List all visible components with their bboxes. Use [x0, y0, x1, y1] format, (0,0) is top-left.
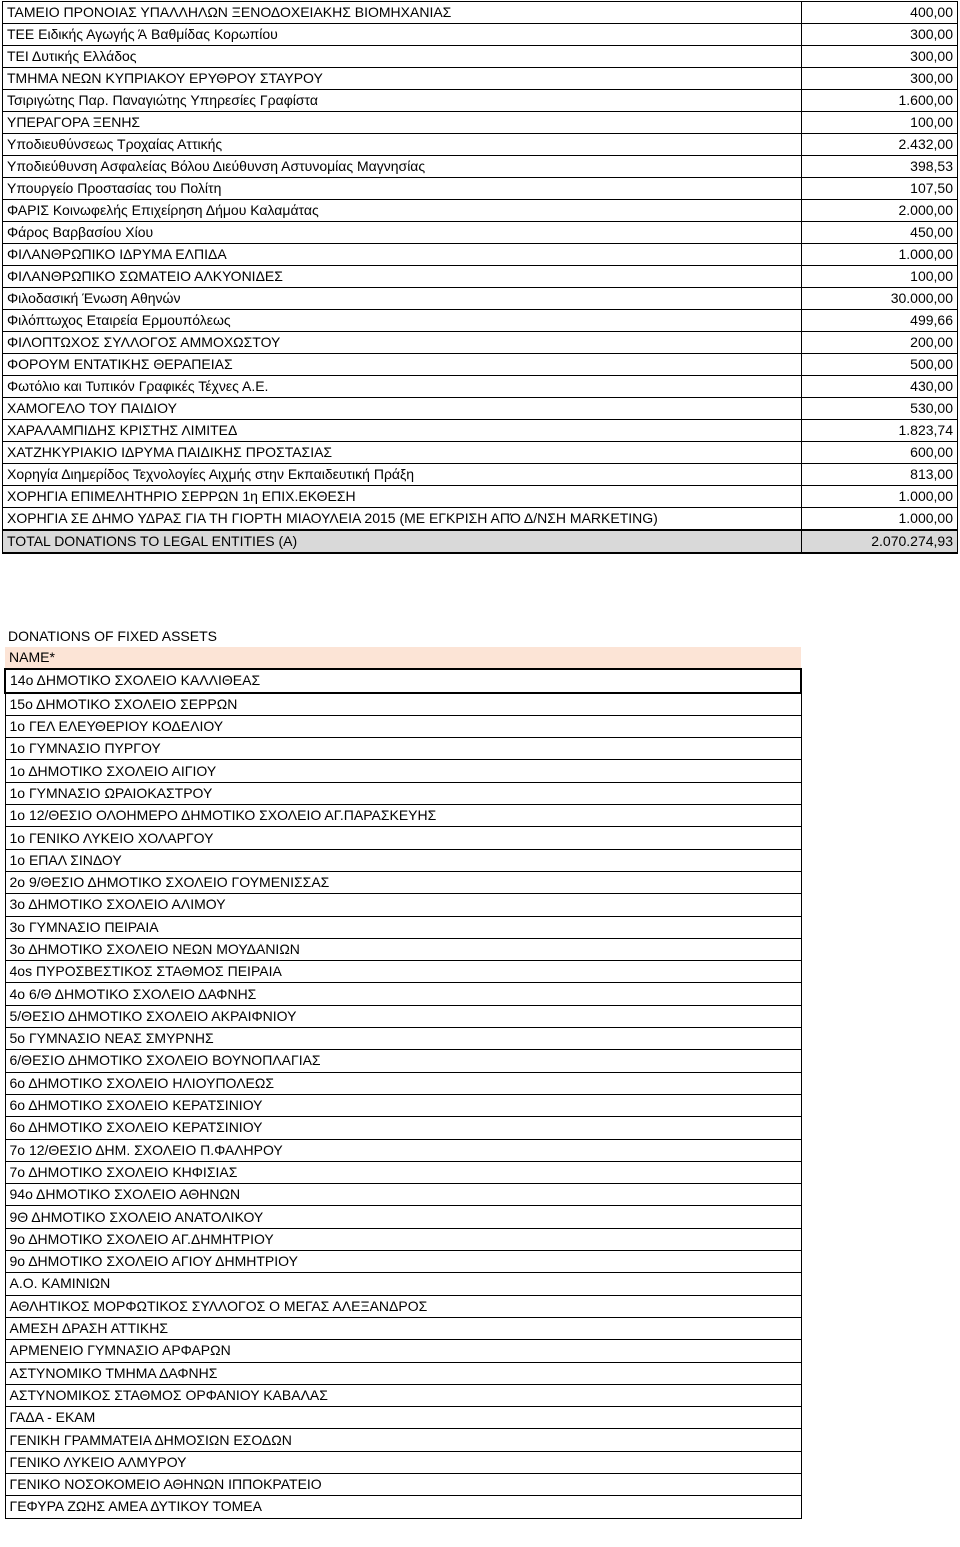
table-row: [3, 68, 958, 90]
donation-amount: 430,00: [802, 376, 958, 398]
list-item: [5, 1295, 801, 1317]
table-row: [3, 24, 958, 46]
recipient-name: 1ο ΔΗΜΟΤΙΚΟ ΣΧΟΛΕΙΟ ΑΙΓΙΟΥ: [5, 760, 801, 782]
donation-amount: 600,00: [802, 442, 958, 464]
recipient-name: ΓΕΝΙΚΟ ΛΥΚΕΙΟ ΑΛΜΥΡΟΥ: [5, 1451, 801, 1473]
list-item: [5, 1251, 801, 1273]
list-item: [5, 1384, 801, 1406]
recipient-name: ΑΜΕΣΗ ΔΡΑΣΗ ΑΤΤΙΚΗΣ: [5, 1317, 801, 1339]
donation-amount: 1.000,00: [802, 508, 958, 531]
recipient-name: 1ο ΓΥΜΝΑΣΙΟ ΠΥΡΓΟΥ: [5, 738, 801, 760]
list-item: [5, 782, 801, 804]
table-row: [3, 442, 958, 464]
recipient-name: ΑΡΜΕΝΕΙΟ ΓΥΜΝΑΣΙΟ ΑΡΦΑΡΩΝ: [5, 1340, 801, 1362]
recipient-name: ΑΣΤΥΝΟΜΙΚΟ ΤΜΗΜΑ ΔΑΦΝΗΣ: [5, 1362, 801, 1384]
recipient-name: 1ο ΓΥΜΝΑΣΙΟ ΩΡΑΙΟΚΑΣΤΡΟΥ: [5, 782, 801, 804]
recipient-name: 1ο ΓΕΝΙΚΟ ΛΥΚΕΙΟ ΧΟΛΑΡΓΟΥ: [5, 827, 801, 849]
table-row: [3, 354, 958, 376]
table-row: [3, 90, 958, 112]
recipient-name: 4οs ΠΥΡΟΣΒΕΣΤΙΚΟΣ ΣΤΑΘΜΟΣ ΠΕΙΡΑΙΑ: [5, 961, 801, 983]
list-item: [5, 1028, 801, 1050]
recipient-name: 6ο ΔΗΜΟΤΙΚΟ ΣΧΟΛΕΙΟ ΚΕΡΑΤΣΙΝΙΟΥ: [5, 1117, 801, 1139]
list-item: [5, 1050, 801, 1072]
entity-name: ΤΕΕ Ειδικής Αγωγής Ά Βαθμίδας Κορωπίου: [3, 24, 802, 46]
fixed-assets-header: NAME*: [5, 647, 801, 669]
recipient-name: 3ο ΔΗΜΟΤΙΚΟ ΣΧΟΛΕΙΟ ΝΕΩΝ ΜΟΥΔΑΝΙΩΝ: [5, 938, 801, 960]
list-item: [5, 961, 801, 983]
recipient-name: 15ο ΔΗΜΟΤΙΚΟ ΣΧΟΛΕΙΟ ΣΕΡΡΩΝ: [5, 693, 801, 716]
recipient-name: 6ο ΔΗΜΟΤΙΚΟ ΣΧΟΛΕΙΟ ΗΛΙΟΥΠΟΛΕΩΣ: [5, 1072, 801, 1094]
donation-amount: 200,00: [802, 332, 958, 354]
table-row: [3, 398, 958, 420]
list-item: [5, 871, 801, 893]
recipient-name: 6ο ΔΗΜΟΤΙΚΟ ΣΧΟΛΕΙΟ ΚΕΡΑΤΣΙΝΙΟΥ: [5, 1094, 801, 1116]
list-item: [5, 1161, 801, 1183]
donation-amount: 107,50: [802, 178, 958, 200]
list-item: [5, 805, 801, 827]
entity-name: ΤΕΙ Δυτικής Ελλάδος: [3, 46, 802, 68]
table-row: [3, 222, 958, 244]
list-item: [5, 693, 801, 716]
recipient-name: ΓΑΔΑ - ΕΚΑΜ: [5, 1407, 801, 1429]
table-row: [3, 332, 958, 354]
entity-name: ΧΑΤΖΗΚΥΡΙΑΚΙΟ ΙΔΡΥΜΑ ΠΑΙΔΙΚΗΣ ΠΡΟΣΤΑΣΙΑΣ: [3, 442, 802, 464]
fixed-assets-header-row: [5, 647, 801, 669]
entity-name: ΤΑΜΕΙΟ ΠΡΟΝΟΙΑΣ ΥΠΑΛΛΗΛΩΝ ΞΕΝΟΔΟΧΕΙΑΚΗΣ ΒΙΟΜΗΧΑΝΙΑΣ: [3, 2, 802, 24]
recipient-name: ΑΣΤΥΝΟΜΙΚΟΣ ΣΤΑΘΜΟΣ ΟΡΦΑΝΙΟΥ ΚΑΒΑΛΑΣ: [5, 1384, 801, 1406]
table-row: [3, 134, 958, 156]
fixed-assets-table: [4, 647, 802, 1519]
recipient-name: 14ο ΔΗΜΟΤΙΚΟ ΣΧΟΛΕΙΟ ΚΑΛΛΙΘΕΑΣ: [5, 669, 801, 692]
donation-amount: 400,00: [802, 2, 958, 24]
donation-amount: 813,00: [802, 464, 958, 486]
recipient-name: 94ο ΔΗΜΟΤΙΚΟ ΣΧΟΛΕΙΟ ΑΘΗΝΩΝ: [5, 1184, 801, 1206]
list-item: [5, 894, 801, 916]
recipient-name: ΓΕΝΙΚΟ ΝΟΣΟΚΟΜΕΙΟ ΑΘΗΝΩΝ ΙΠΠΟΚΡΑΤΕΙΟ: [5, 1473, 801, 1495]
total-label: TOTAL DONATIONS TO LEGAL ENTITIES (A): [3, 530, 802, 553]
table-row: [3, 156, 958, 178]
donation-amount: 1.000,00: [802, 244, 958, 266]
recipient-name: 1ο ΓΕΛ ΕΛΕΥΘΕΡΙΟΥ ΚΟΔΕΛΙΟΥ: [5, 715, 801, 737]
recipient-name: Α.Ο. ΚΑΜΙΝΙΩΝ: [5, 1273, 801, 1295]
donation-amount: 300,00: [802, 24, 958, 46]
recipient-name: 7ο ΔΗΜΟΤΙΚΟ ΣΧΟΛΕΙΟ ΚΗΦΙΣΙΑΣ: [5, 1161, 801, 1183]
donation-amount: 1.823,74: [802, 420, 958, 442]
list-item: [5, 1117, 801, 1139]
recipient-name: ΑΘΛΗΤΙΚΟΣ ΜΟΡΦΩΤΙΚΟΣ ΣΥΛΛΟΓΟΣ Ο ΜΕΓΑΣ ΑΛΕΞΑΝΔΡΟΣ: [5, 1295, 801, 1317]
donation-amount: 1.600,00: [802, 90, 958, 112]
donation-amount: 530,00: [802, 398, 958, 420]
recipient-name: 9ο ΔΗΜΟΤΙΚΟ ΣΧΟΛΕΙΟ ΑΓΙΟΥ ΔΗΜΗΤΡΙΟΥ: [5, 1251, 801, 1273]
total-value: 2.070.274,93: [802, 530, 958, 553]
list-item: [5, 849, 801, 871]
table-row: [3, 310, 958, 332]
list-item: [5, 1429, 801, 1451]
entity-name: ΥΠΕΡΑΓΟΡΑ ΞΕΝΗΣ: [3, 112, 802, 134]
recipient-name: 2ο 9/ΘΕΣΙΟ ΔΗΜΟΤΙΚΟ ΣΧΟΛΕΙΟ ΓΟΥΜΕΝΙΣΣΑΣ: [5, 871, 801, 893]
donation-amount: 499,66: [802, 310, 958, 332]
entity-name: ΦΙΛΑΝΘΡΩΠΙΚΟ ΙΔΡΥΜΑ ΕΛΠΙΔΑ: [3, 244, 802, 266]
list-item: [5, 938, 801, 960]
table-row: [3, 200, 958, 222]
table-row: [3, 178, 958, 200]
table-row: [3, 376, 958, 398]
table-row: [3, 486, 958, 508]
table-row: [3, 464, 958, 486]
recipient-name: 4ο 6/Θ ΔΗΜΟΤΙΚΟ ΣΧΟΛΕΙΟ ΔΑΦΝΗΣ: [5, 983, 801, 1005]
table-row: [3, 2, 958, 24]
entity-name: Φιλοδασική Ένωση Αθηνών: [3, 288, 802, 310]
entity-name: Υποδιευθύνσεως Τροχαίας Αττικής: [3, 134, 802, 156]
list-item: [5, 1005, 801, 1027]
list-item: [5, 669, 801, 692]
donation-amount: 500,00: [802, 354, 958, 376]
entity-name: Φάρος Βαρβασίου Χίου: [3, 222, 802, 244]
donation-amount: 100,00: [802, 266, 958, 288]
total-row: [3, 530, 958, 553]
entity-name: ΧΟΡΗΓΙΑ ΕΠΙΜΕΛΗΤΗΡΙΟ ΣΕΡΡΩΝ 1η ΕΠΙΧ.ΕΚΘΕΣΗ: [3, 486, 802, 508]
table-row: [3, 112, 958, 134]
list-item: [5, 916, 801, 938]
table-row: [3, 46, 958, 68]
list-item: [5, 1340, 801, 1362]
list-item: [5, 983, 801, 1005]
entity-name: ΧΑΡΑΛΑΜΠΙΔΗΣ ΚΡΙΣΤΗΣ ΛΙΜΙΤΕΔ: [3, 420, 802, 442]
list-item: [5, 1072, 801, 1094]
donation-amount: 300,00: [802, 68, 958, 90]
table-row: [3, 420, 958, 442]
list-item: [5, 1451, 801, 1473]
donation-amount: 30.000,00: [802, 288, 958, 310]
list-item: [5, 1496, 801, 1518]
recipient-name: 5/ΘΕΣΙΟ ΔΗΜΟΤΙΚΟ ΣΧΟΛΕΙΟ ΑΚΡΑΙΦΝΙΟΥ: [5, 1005, 801, 1027]
recipient-name: 3ο ΔΗΜΟΤΙΚΟ ΣΧΟΛΕΙΟ ΑΛΙΜΟΥ: [5, 894, 801, 916]
list-item: [5, 715, 801, 737]
donation-amount: 2.432,00: [802, 134, 958, 156]
recipient-name: ΓΕΝΙΚΗ ΓΡΑΜΜΑΤΕΙΑ ΔΗΜΟΣΙΩΝ ΕΣΟΔΩΝ: [5, 1429, 801, 1451]
table-row: [3, 508, 958, 531]
entity-name: Υποδιεύθυνση Ασφαλείας Βόλου Διεύθυνση Αστυνομίας Μαγνησίας: [3, 156, 802, 178]
donation-amount: 450,00: [802, 222, 958, 244]
table-row: [3, 266, 958, 288]
recipient-name: 9Θ ΔΗΜΟΤΙΚΟ ΣΧΟΛΕΙΟ ΑΝΑΤΟΛΙΚΟΥ: [5, 1206, 801, 1228]
entity-name: ΦΑΡΙΣ Κοινωφελής Επιχείρηση Δήμου Καλαμάτας: [3, 200, 802, 222]
entity-name: Τσιριγώτης Παρ. Παναγιώτης Υπηρεσίες Γραφίστα: [3, 90, 802, 112]
entity-name: Φωτόλιο και Τυπικόν Γραφικές Τέχνες Α.Ε.: [3, 376, 802, 398]
recipient-name: 6/ΘΕΣΙΟ ΔΗΜΟΤΙΚΟ ΣΧΟΛΕΙΟ ΒΟΥΝΟΠΛΑΓΙΑΣ: [5, 1050, 801, 1072]
donation-amount: 398,53: [802, 156, 958, 178]
list-item: [5, 760, 801, 782]
donation-amount: 300,00: [802, 46, 958, 68]
entity-name: ΧΟΡΗΓΙΑ ΣΕ ΔΗΜΟ ΥΔΡΑΣ ΓΙΑ ΤΗ ΓΙΟΡΤΗ ΜΙΑΟΥΛΕΙΑ 2015 (ΜΕ ΕΓΚΡΙΣΗ ΑΠΌ Δ/ΝΣΗ MARKETING): [3, 508, 802, 531]
list-item: [5, 1184, 801, 1206]
fixed-assets-title: DONATIONS OF FIXED ASSETS: [8, 628, 217, 644]
list-item: [5, 827, 801, 849]
entity-name: Φιλόπτωχος Εταιρεία Ερμουπόλεως: [3, 310, 802, 332]
donation-amount: 2.000,00: [802, 200, 958, 222]
table-row: [3, 244, 958, 266]
list-item: [5, 1206, 801, 1228]
recipient-name: 1ο 12/ΘΕΣΙΟ ΟΛΟΗΜΕΡΟ ΔΗΜΟΤΙΚΟ ΣΧΟΛΕΙΟ ΑΓ.ΠΑΡΑΣΚΕΥΗΣ: [5, 805, 801, 827]
entity-name: ΦΟΡΟΥΜ ΕΝΤΑΤΙΚΗΣ ΘΕΡΑΠΕΙΑΣ: [3, 354, 802, 376]
list-item: [5, 1094, 801, 1116]
list-item: [5, 1139, 801, 1161]
entity-name: Υπουργείο Προστασίας του Πολίτη: [3, 178, 802, 200]
entity-name: ΧΑΜΟΓΕΛΟ ΤΟΥ ΠΑΙΔΙΟΥ: [3, 398, 802, 420]
recipient-name: ΓΕΦΥΡΑ ΖΩΗΣ ΑΜΕΑ ΔΥΤΙΚΟΥ ΤΟΜΕΑ: [5, 1496, 801, 1518]
list-item: [5, 1228, 801, 1250]
entity-name: Χορηγία Διημερίδος Τεχνολογίες Αιχμής στην Εκπαιδευτική Πράξη: [3, 464, 802, 486]
recipient-name: 7ο 12/ΘΕΣΙΟ ΔΗΜ. ΣΧΟΛΕΙΟ Π.ΦΑΛΗΡΟΥ: [5, 1139, 801, 1161]
table-row: [3, 288, 958, 310]
list-item: [5, 1273, 801, 1295]
recipient-name: 3ο ΓΥΜΝΑΣΙΟ ΠΕΙΡΑΙΑ: [5, 916, 801, 938]
list-item: [5, 1317, 801, 1339]
list-item: [5, 1407, 801, 1429]
donation-amount: 100,00: [802, 112, 958, 134]
legal-entities-table: [2, 1, 958, 554]
recipient-name: 5ο ΓΥΜΝΑΣΙΟ ΝΕΑΣ ΣΜΥΡΝΗΣ: [5, 1028, 801, 1050]
list-item: [5, 1473, 801, 1495]
recipient-name: 9ο ΔΗΜΟΤΙΚΟ ΣΧΟΛΕΙΟ ΑΓ.ΔΗΜΗΤΡΙΟΥ: [5, 1228, 801, 1250]
recipient-name: 1ο ΕΠΑΛ ΣΙΝΔΟΥ: [5, 849, 801, 871]
donation-amount: 1.000,00: [802, 486, 958, 508]
list-item: [5, 1362, 801, 1384]
list-item: [5, 738, 801, 760]
entity-name: ΦΙΛΑΝΘΡΩΠΙΚΟ ΣΩΜΑΤΕΙΟ ΑΛΚΥΟΝΙΔΕΣ: [3, 266, 802, 288]
entity-name: ΤΜΗΜΑ ΝΕΩΝ ΚΥΠΡΙΑΚΟΥ ΕΡΥΘΡΟΥ ΣΤΑΥΡΟΥ: [3, 68, 802, 90]
entity-name: ΦΙΛΟΠΤΩΧΟΣ ΣΥΛΛΟΓΟΣ ΑΜΜΟΧΩΣΤΟΥ: [3, 332, 802, 354]
